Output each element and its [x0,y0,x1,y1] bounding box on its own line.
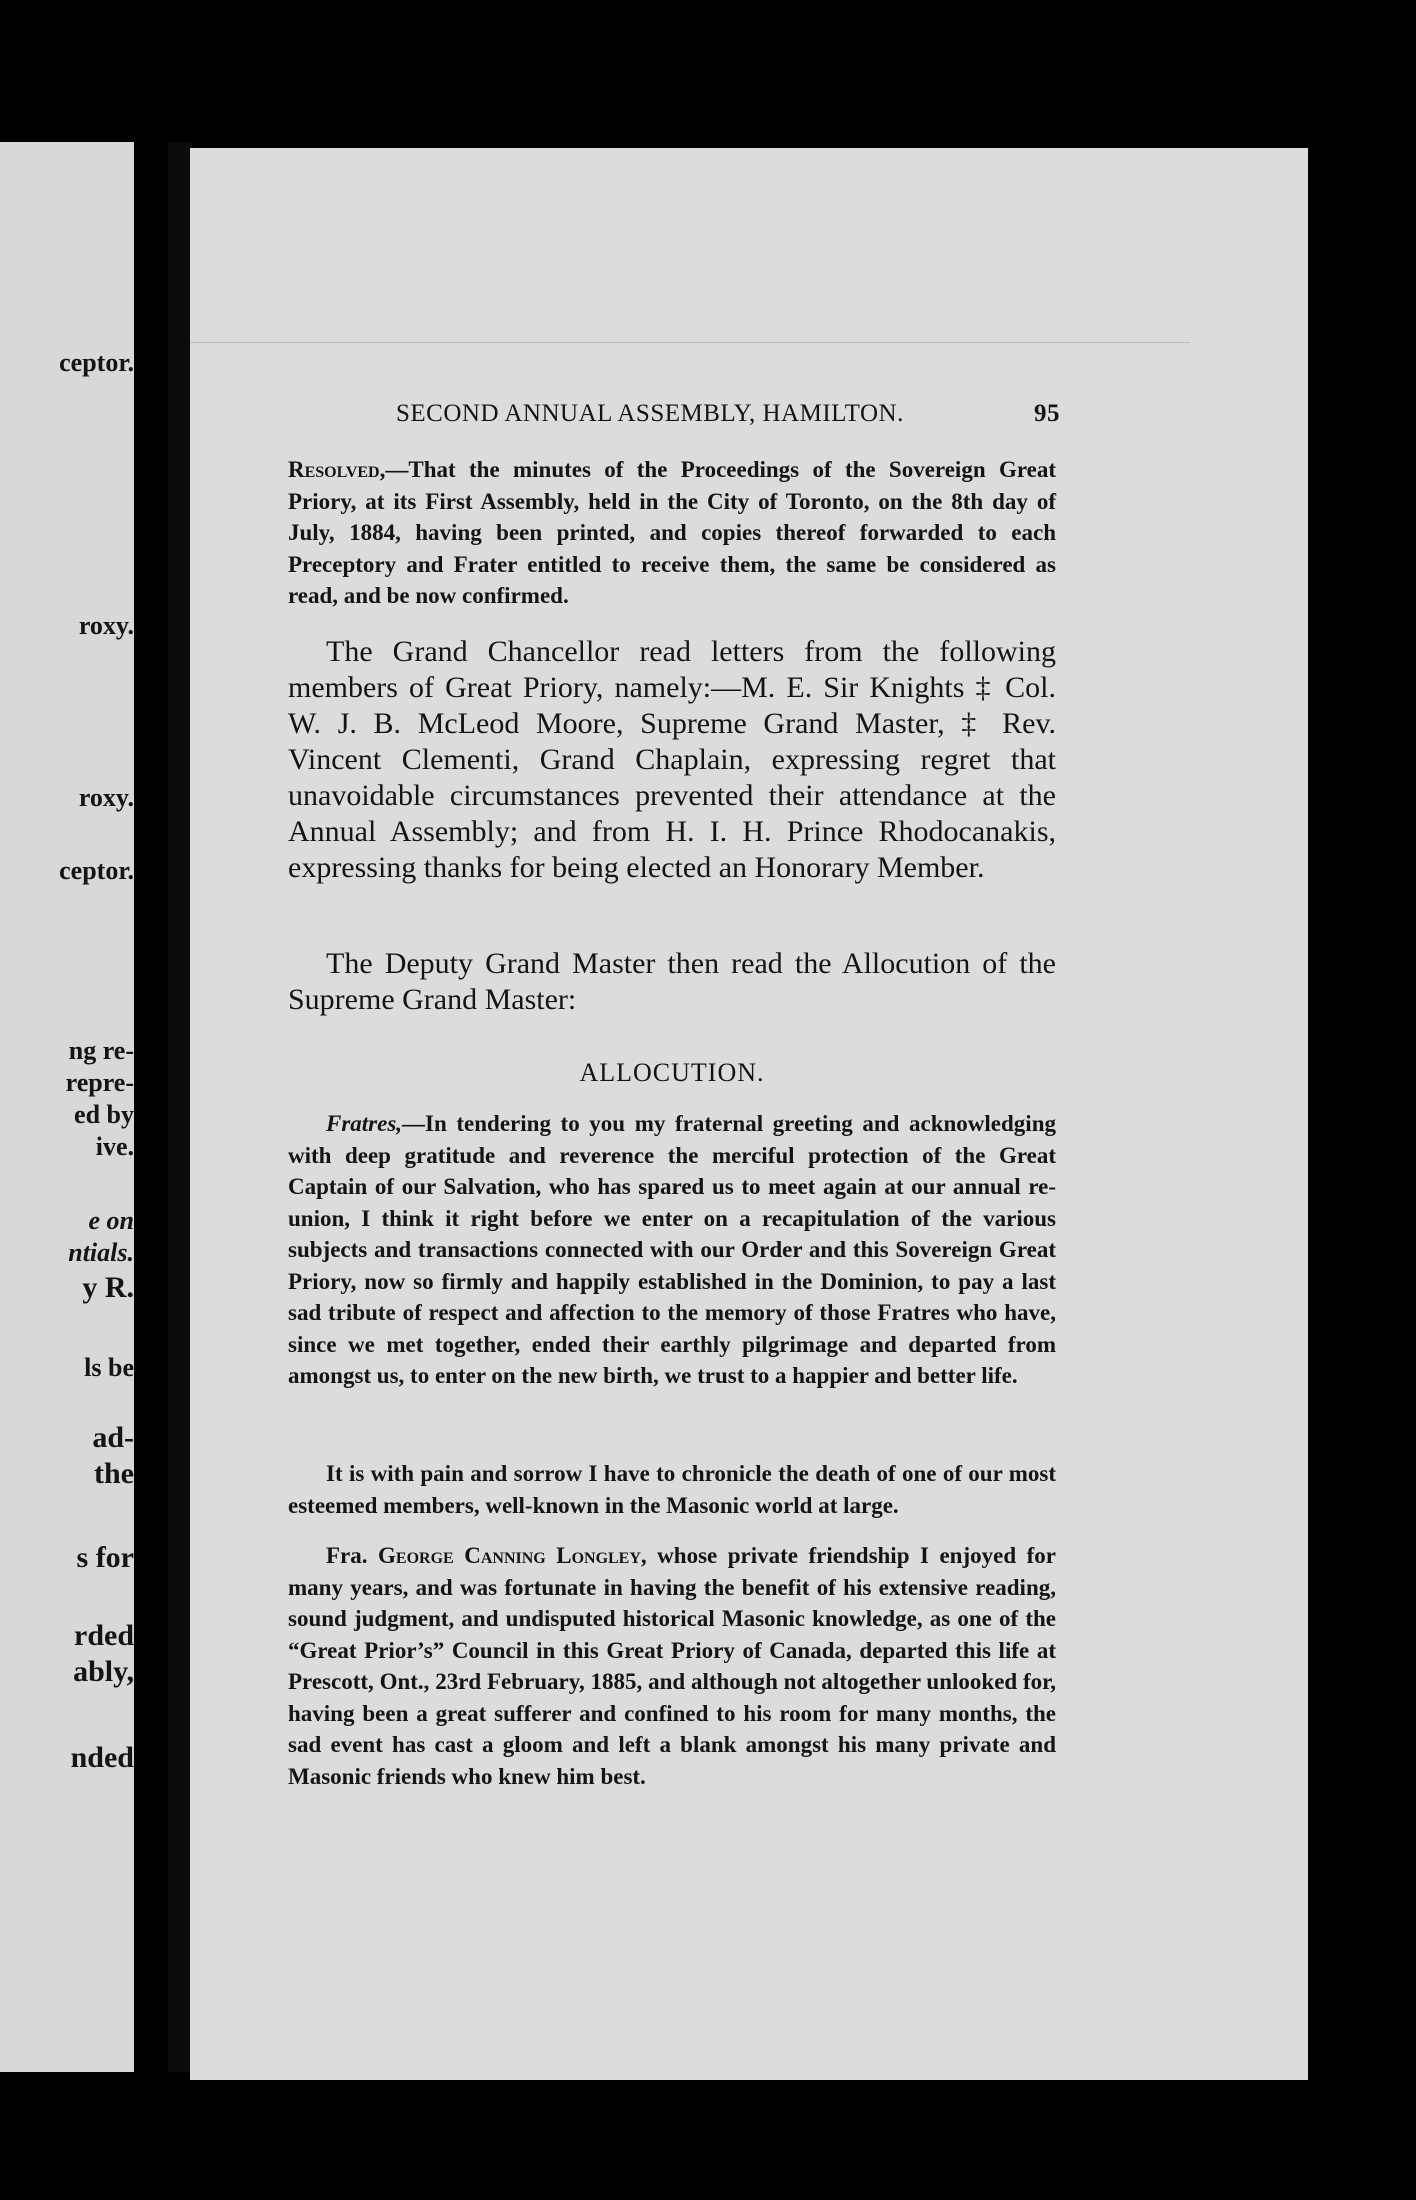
margin-fragment: ng re- [68,1036,134,1065]
margin-fragment: ed by [74,1100,134,1129]
resolved-text: —That the minutes of the Proceedings of the Sovereign Great Priory, at its First Assembly, held in the City of Toronto, on the 8th day of July, 1884, having been printed, and copies thereof forwarded to each Preceptory and Frater entitled to receive them, the same be considered as read, and be now confirmed. [288,457,1056,608]
fratres-text: —In tendering to you my fraternal greeting and acknowledging with deep gratitude and reverence the merciful protection of the Great Captain of our Salvation, who has spared us to meet again at our annual re-union, I think it right before we enter on a recapitulation of the various subjects and transactions connected with our Order and this Sovereign Great Priory, now so firmly and happily established in the Dominion, to pay a last sad tribute of respect and affection to the memory of those Fratres who have, since we met together, ended their earthly pilgrimage and departed from amongst us, to enter on the new birth, we trust to a happier and better life. [288,1111,1056,1388]
margin-fragment: s for [76,1541,134,1574]
resolution-paragraph [288,454,1056,612]
margin-fragment: rded [74,1619,134,1652]
facing-page-fragment [0,142,134,2072]
margin-fragment: ceptor. [59,856,134,885]
deputy-paragraph: The Deputy Grand Master then read the Allocution of the Supreme Grand Master: [288,947,1056,1016]
margin-fragment: the [94,1457,134,1490]
margin-fragment: ceptor. [59,348,134,377]
page-number: 95 [1034,400,1060,427]
margin-fragment: ably, [73,1655,134,1688]
margin-fragment: ntials. [68,1238,134,1267]
longley-paragraph [288,1540,1056,1792]
margin-fragment: ive. [95,1132,134,1161]
resolved-lead: Resolved, [288,457,386,482]
fratres-paragraph [288,1108,1056,1392]
chancellor-paragraph: The Grand Chancellor read letters from the following members of Great Priory, namely:—M. E. Sir Knights ‡ Col. W. J. B. McLeod Moore, Supreme Grand Master, ‡ Rev. Vincent Clementi, Grand Chaplain, expressing regret that unavoidable circumstances prevented their attendance at the Annual Assembly; and from H. I. H. Prince Rhodocanakis, expressing thanks for being elected an Honorary Member. [288,635,1056,884]
margin-fragment: e on [88,1206,134,1235]
margin-fragment: roxy. [78,611,134,640]
margin-fragment: roxy. [78,783,134,812]
margin-fragment: ls be [84,1353,134,1382]
margin-fragment: repre- [65,1068,134,1097]
margin-fragment: y R. [82,1271,134,1304]
margin-fragment: nded [70,1741,134,1774]
longley-text: , whose private friendship I enjoyed for many years, and was fortunate in having the benefit of his extensive reading, sound judgment, and undisputed historical Masonic knowledge, as one of the “Great Prior’s” Council in this Great Priory of Canada, departed this life at Prescott, Ont., 23rd February, 1885, and although not altogether unlooked for, having been a great sufferer and confined to his room for many months, the sad event has cast a gloom and left a blank amongst his many private and Masonic friends who knew him best. [288,1543,1056,1789]
page [190,148,1308,2080]
pain-paragraph: It is with pain and sorrow I have to chronicle the death of one of our most esteemed members, well-known in the Masonic world at large. [288,1461,1056,1518]
margin-fragment: ad- [92,1421,134,1454]
longley-name: George Canning Longley [378,1543,641,1568]
running-head-title: SECOND ANNUAL ASSEMBLY, HAMILTON. [396,400,904,427]
longley-prefix: Fra. [326,1543,368,1568]
fratres-lead: Fratres, [326,1111,403,1136]
top-rule [190,342,1190,343]
book-gutter [168,142,192,2072]
allocution-heading: ALLOCUTION. [579,1058,765,1087]
